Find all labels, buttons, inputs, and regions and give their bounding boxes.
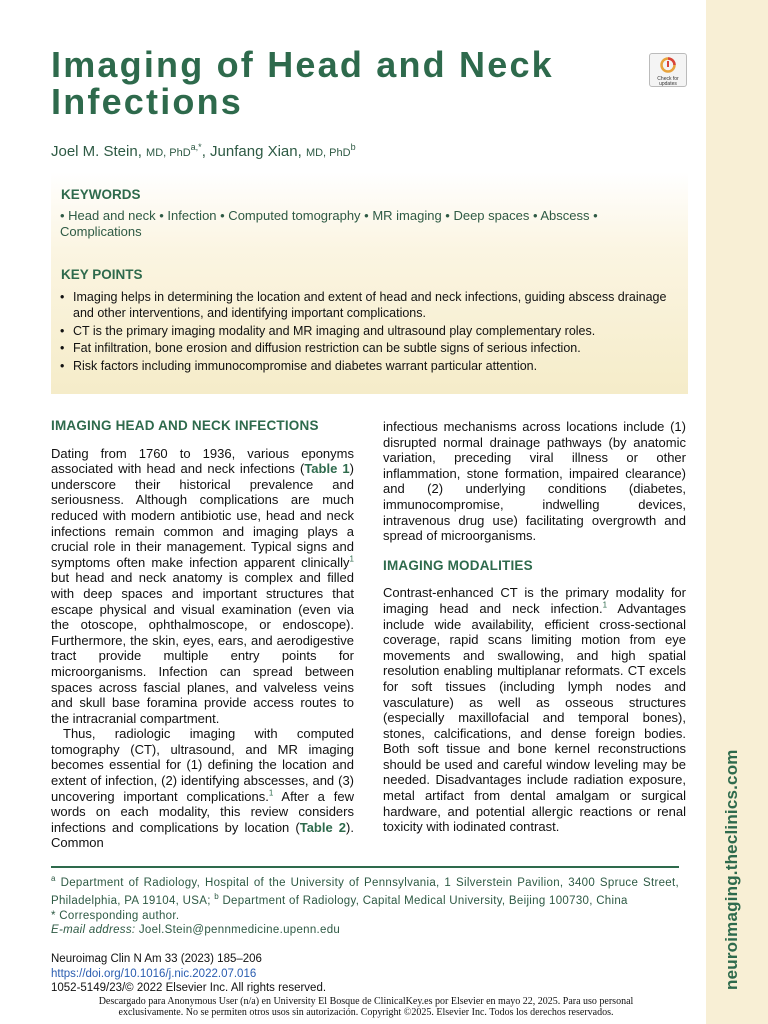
journal-url[interactable]: neuroimaging.theclinics.com [722, 749, 741, 990]
left-paragraph-2 [51, 726, 354, 851]
reference-1-link[interactable]: 1 [349, 554, 354, 564]
key-point-item: • Fat infiltration, bone erosion and diffusion restriction can be subtle signs of serious infection. [60, 341, 680, 357]
affiliation-a-mark: a [51, 874, 56, 883]
text-run: Dating from 1760 to 1936, various eponyms associated with head and neck infections ( [51, 445, 354, 477]
title-line-2: Infections [51, 81, 244, 122]
reference-1-link[interactable]: 1 [602, 600, 608, 610]
text-run: ). Common [51, 819, 354, 851]
right-column [383, 419, 686, 835]
author-1-name: Joel M. Stein, [51, 143, 142, 160]
check-updates-icon [660, 57, 676, 73]
affiliation-b: Department of Radiology, Capital Medical University, Beijing 100730, China [218, 895, 628, 908]
text-run: but head and neck anatomy is complex and filled with deep spaces and important structures that escape physical and visual examination (even via the otoscope, ophthalmoscope, or endoscope). Furthermore, the skin, eyes, ears, and aerodigestive tract provide multiple entry points for microorganisms. Infection can spread between spaces across fascial planes, and valveless veins and skull base foramina provide access routes to the intracranial compartment. [51, 570, 354, 726]
left-column [51, 418, 354, 851]
journal-citation: Neuroimag Clin N Am 33 (2023) 185–206 [51, 953, 262, 965]
badge-label-1: Check for [657, 76, 679, 82]
copyright-line: 1052-5149/23/© 2022 Elsevier Inc. All rights reserved. [51, 982, 327, 994]
affiliation-a: Department of Radiology, Hospital of the University of Pennsylvania, 1 Silverstein Pavilion, 3400 Spruce Street, Philadelphia, PA 19104, USA; [51, 876, 679, 908]
key-points-list [60, 290, 680, 377]
title-line-1: Imaging of Head and Neck [51, 44, 554, 85]
author-2-degrees: MD, PhD [305, 147, 351, 159]
email-label: E-mail address: [51, 924, 136, 937]
text-run: ) underscore their historical prevalence and seriousness. Although complications are much reduced with modern antibiotic use, head and neck infections remain common and imaging plays a crucial role in their management. Typical signs and symptoms often make infection apparent clinically [51, 461, 354, 570]
key-point-item: • CT is the primary imaging modality and MR imaging and ultrasound play complementary roles. [60, 324, 680, 340]
author-line [51, 142, 356, 160]
table-2-link[interactable]: Table 2 [299, 819, 347, 835]
affiliation-b-mark: b [214, 892, 219, 902]
doi-link[interactable]: https://doi.org/10.1016/j.nic.2022.07.016 [51, 967, 257, 980]
affiliations-footnote [51, 872, 679, 938]
citation-block [51, 952, 326, 996]
author-separator: , [201, 143, 206, 160]
right-paragraph-1: infectious mechanisms across locations include (1) disrupted normal drainage pathways (by anatomic variation, preceding viral illness or other inflammation, stone formation, impaired clearance) and (2) underlying conditions (diabetes, immunocompromise, indwelling devices, intravenous drug use) facilitating overgrowth and spread of microorganisms. [383, 419, 686, 544]
reference-1-link[interactable]: 1 [268, 788, 274, 798]
author-2-name: Junfang Xian, [210, 143, 302, 160]
check-for-updates-badge[interactable] [649, 53, 687, 87]
key-point-item: • Imaging helps in determining the location and extent of head and neck infections, guiding abscess drainage and other interventions, and identifying important complications. [60, 290, 680, 322]
section-heading-imaging-infections: IMAGING HEAD AND NECK INFECTIONS [51, 418, 319, 433]
download-notice [51, 996, 681, 1018]
text-run: Contrast-enhanced CT is the primary modality for imaging head and neck infection. [383, 585, 686, 616]
footnote-divider [51, 866, 679, 868]
keywords-list: • Head and neck • Infection • Computed tomography • MR imaging • Deep spaces • Abscess • Complications [60, 208, 598, 239]
keywords-heading: KEYWORDS [61, 187, 141, 202]
author-2-affiliation-mark[interactable]: b [350, 142, 356, 152]
email-address[interactable]: Joel.Stein@pennmedicine.upenn.edu [135, 924, 341, 937]
right-paragraph-2 [383, 585, 686, 835]
text-run: Advantages include wide availability, efficient cross-sectional coverage, rapid scans limiting motion from eye movements and swallowing, and high spatial resolution enabling multiplanar reformats. CT excels for soft tissues (including lymph nodes and vasculature) as well as osseous structures (especially maxillofacial and temporal bones), stones, calcifications, and dense foreign bodies. Both soft tissue and bone kernel reconstructions should be used and careful window leveling may be needed. Disadvantages include radiation exposure, metal artifact from dental amalgam or surgical hardware, and potential allergic reactions or renal toxicity with iodinated contrast. [383, 600, 687, 835]
text-run: After a few words on each modality, this review considers infections and complications by location ( [51, 788, 354, 835]
badge-label-2: updates [659, 81, 677, 87]
text-run: Thus, radiologic imaging with computed tomography (CT), ultrasound, and MR imaging becomes essential for (1) defining the location and extent of infection, (2) identifying abscesses, and (3) uncovering important complications. [51, 726, 354, 804]
keywords-keypoints-box [51, 172, 688, 394]
affiliations [51, 872, 679, 909]
key-point-item: • Risk factors including immunocompromise and diabetes warrant particular attention. [60, 359, 680, 375]
section-heading-imaging-modalities: IMAGING MODALITIES [383, 557, 533, 573]
article-title [51, 46, 554, 120]
author-1-affiliation-mark[interactable]: a,* [190, 142, 202, 152]
email-line [51, 923, 679, 938]
key-points-heading: KEY POINTS [61, 267, 143, 282]
corresponding-author-note: * Corresponding author. [51, 909, 180, 922]
left-paragraph-1 [51, 446, 354, 727]
author-1-degrees: MD, PhD [146, 147, 191, 159]
download-notice-line-2: exclusivamente. No se permiten otros usos sin autorización. Copyright ©2025. Elsevier Inc. Todos los derechos reservados. [118, 1007, 614, 1018]
table-1-link[interactable]: Table 1 [304, 461, 350, 477]
download-notice-line-1: Descargado para Anonymous User (n/a) en University El Bosque de ClinicalKey.es por Elsevier en mayo 22, 2025. Para uso personal [98, 996, 634, 1007]
